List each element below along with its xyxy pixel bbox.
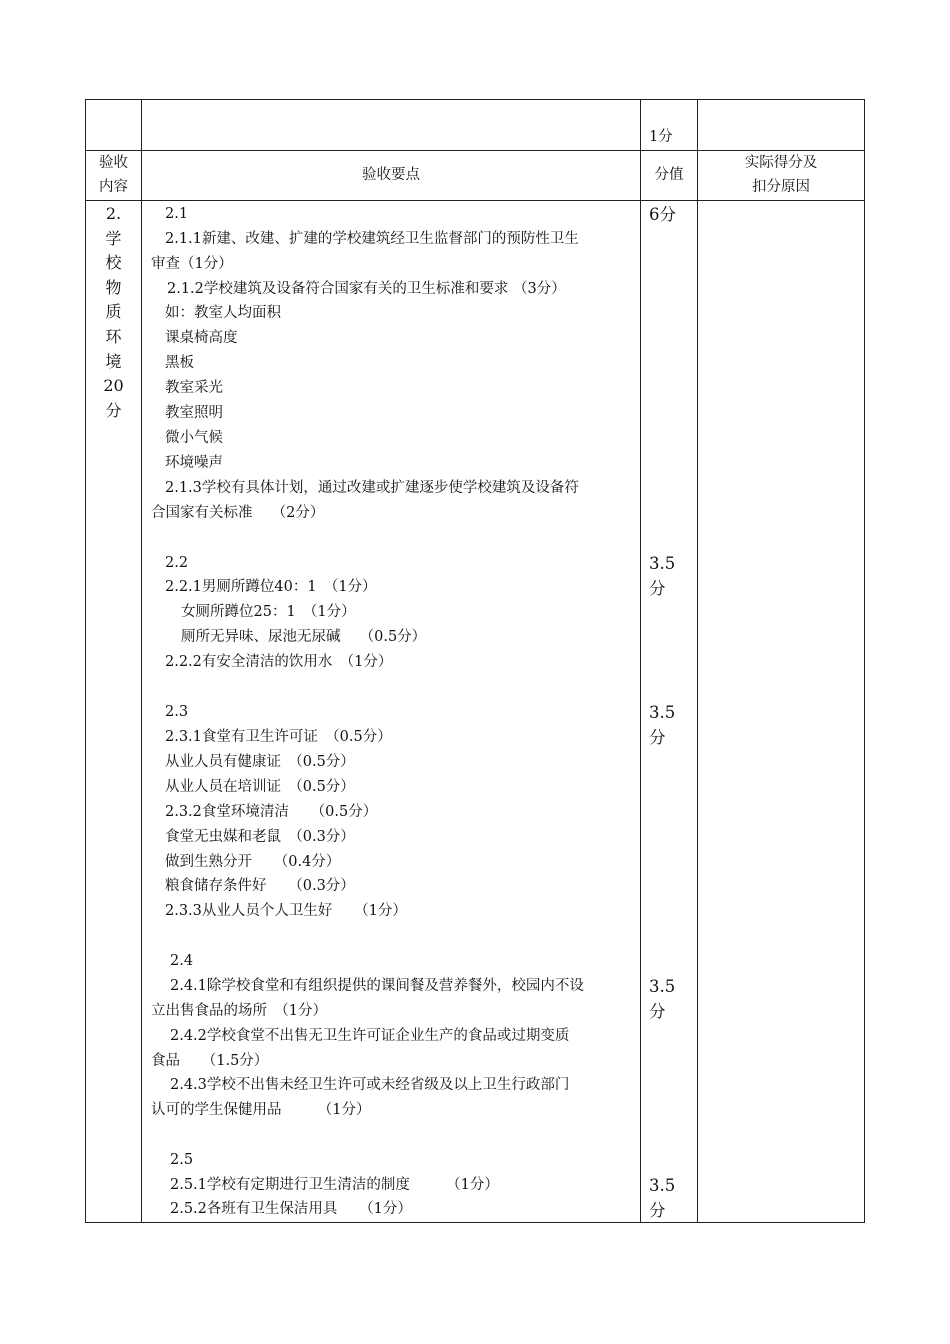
column-divider-3 [697, 99, 698, 1223]
criteria-line: 2.2.1男厕所蹲位40：1 （1分） [165, 579, 377, 595]
criteria-line: 做到生熟分开 （0.4分） [165, 854, 341, 870]
criteria-line: 课桌椅高度 [165, 330, 238, 346]
header-score-label: 分值 [654, 167, 684, 183]
top-row-score: 1分 [649, 129, 673, 145]
criteria-line: 教室照明 [165, 405, 223, 421]
criteria-line: 2.4 [170, 953, 194, 969]
criteria-line: 如：教室人均面积 [165, 305, 281, 321]
criteria-line: 2.4.2学校食堂不出售无卫生许可证企业生产的食品或过期变质 [170, 1028, 570, 1044]
criteria-line: 2.1.1新建、改建、扩建的学校建筑经卫生监督部门的预防性卫生 [165, 231, 579, 247]
column-divider-1 [141, 99, 142, 1223]
criteria-line: 厕所无异味、尿池无尿碱 （0.5分） [181, 629, 427, 645]
criteria-line: 粮食储存条件好 （0.3分） [165, 878, 355, 894]
criteria-line: 从业人员在培训证 （0.5分） [165, 779, 355, 795]
criteria-line: 2.4.1除学校食堂和有组织提供的课间餐及营养餐外，校园内不设 [170, 978, 584, 994]
score-2-1: 6分 [649, 205, 676, 224]
criteria-line: 立出售食品的场所 （1分） [151, 1003, 327, 1019]
criteria-line: 2.3.3从业人员个人卫生好 （1分） [165, 903, 407, 919]
header-key-points-label: 验收要点 [362, 167, 420, 183]
criteria-line: 2.4.3学校不出售未经卫生许可或未经省级及以上卫生行政部门 [170, 1077, 570, 1093]
criteria-line: 2.3.2食堂环境清洁 （0.5分） [165, 804, 378, 820]
criteria-line: 认可的学生保健用品 （1分） [151, 1102, 371, 1118]
criteria-line: 2.1.2学校建筑及设备符合国家有关的卫生标准和要求 （3分） [167, 281, 566, 297]
criteria-line: 2.5.1学校有定期进行卫生清洁的制度 （1分） [170, 1177, 499, 1193]
criteria-line: 微小气候 [165, 430, 223, 446]
criteria-line: 审查（1分） [151, 256, 233, 272]
criteria-line: 合国家有关标准 （2分） [151, 505, 325, 521]
criteria-line: 2.3 [165, 704, 189, 720]
criteria-line: 从业人员有健康证 （0.5分） [165, 754, 355, 770]
criteria-line: 2.5 [170, 1152, 194, 1168]
header-content-label: 验收 内容 [99, 155, 128, 195]
criteria-line: 2.5.2各班有卫生保洁用具 （1分） [170, 1201, 412, 1217]
table-border-bottom [85, 1222, 865, 1223]
score-2-3: 3.5 分 [649, 703, 676, 747]
criteria-line: 2.1.3学校有具体计划，通过改建或扩建逐步使学校建筑及设备符 [165, 480, 579, 496]
criteria-line: 2.1 [165, 206, 189, 222]
criteria-line: 2.3.1食堂有卫生许可证 （0.5分） [165, 729, 392, 745]
criteria-line: 食品 （1.5分） [151, 1053, 269, 1069]
score-2-2: 3.5 分 [649, 554, 676, 598]
column-divider-2 [640, 99, 641, 1223]
header-row-bottom-border [85, 200, 865, 201]
criteria-line: 2.2.2有安全清洁的饮用水 （1分） [165, 654, 393, 670]
score-2-5: 3.5 分 [649, 1176, 676, 1220]
criteria-line: 环境噪声 [165, 455, 223, 471]
score-2-4: 3.5 分 [649, 977, 676, 1021]
criteria-line: 2.2 [165, 555, 189, 571]
header-actual-score-label: 实际得分及 扣分原因 [744, 155, 818, 195]
table-border-right [864, 99, 865, 1223]
criteria-line: 教室采光 [165, 380, 223, 396]
criteria-line: 黑板 [165, 355, 194, 371]
section-label: 2. 学 校 物 质 环 境 20 分 [103, 204, 124, 420]
table-border-top [85, 99, 865, 100]
criteria-line: 女厕所蹲位25：1 （1分） [181, 604, 356, 620]
criteria-line: 食堂无虫媒和老鼠 （0.3分） [165, 829, 355, 845]
